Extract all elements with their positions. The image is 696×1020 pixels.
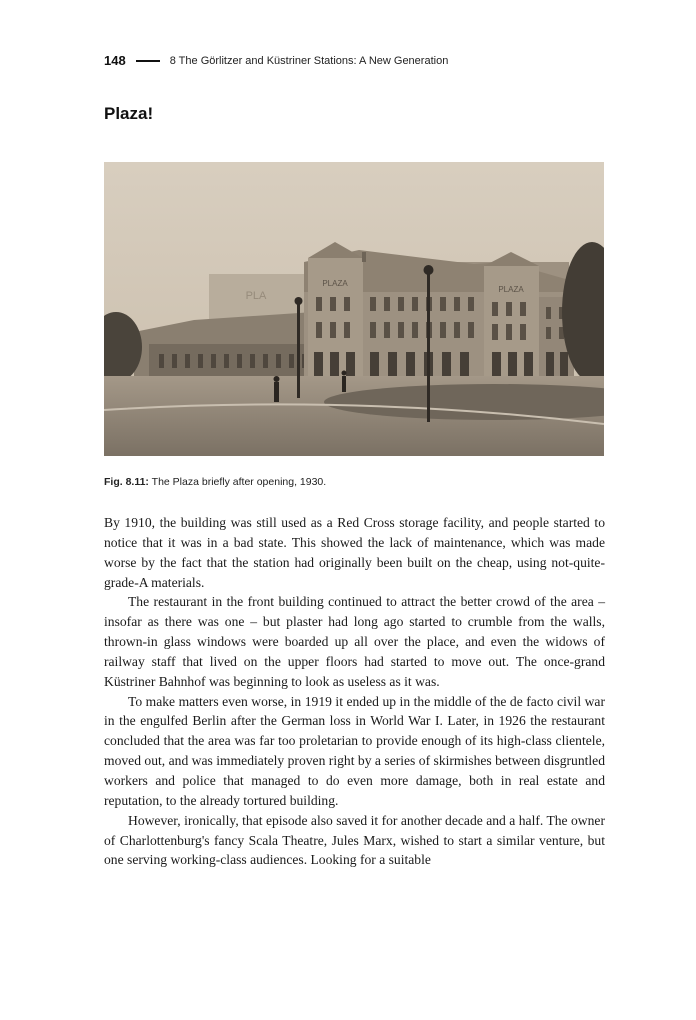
paragraph-1: By 1910, the building was still used as a Red Cross storage facility, and people started to notice that it was in a bad state. This showed the lack of maintenance, which was made worse by the fact that the station had originally been built on the cheap, using not-quite-grade-A materials. <box>104 515 605 590</box>
paragraph-4: However, ironically, that episode also saved it for another decade and a half. The owner of Charlottenburg's fancy Scala Theatre, Jules Marx, wished to start a similar venture, but one serving working-class audiences. Looking for a suitable <box>104 812 605 868</box>
page-number: 148 <box>104 53 126 68</box>
figure-caption <box>104 476 326 488</box>
paragraph-2: The restaurant in the front building continued to attract the better crowd of the area – insofar as there was one – but plaster had long ago started to crumble from the walls, thrown-in glass windows were boarded up all over the place, and even the widows of railway staff that lived on the upper floors had started to move out. The once-grand Küstriner Bahnhof was beginning to look as useless as it was. <box>104 594 605 689</box>
figure-caption-text: The Plaza briefly after opening, 1930. <box>148 476 327 488</box>
running-head <box>104 53 448 68</box>
left-tower-sign: PLAZA <box>322 279 348 288</box>
figure-photo <box>104 162 604 456</box>
warehouse-sign: PLA <box>245 290 267 302</box>
paragraph-3: To make matters even worse, in 1919 it ended up in the middle of the de facto civil war in the engulfed Berlin after the German loss in World War I. Later, in 1926 the restaurant concluded that the area was far too proletarian to provide enough of its high-class clientele, moved out, and was immediately proven right by a series of skirmishes between disgruntled workers and police that managed to do even more damage, both in real estate and reputation, to the already tortured building. <box>104 693 605 808</box>
figure-label: Fig. 8.11: <box>104 476 149 488</box>
header-rule <box>136 60 160 62</box>
body-text <box>104 513 605 870</box>
section-title: Plaza! <box>104 104 154 123</box>
chapter-title: 8 The Görlitzer and Küstriner Stations: A New Generation <box>169 54 449 67</box>
right-tower-sign: PLAZA <box>498 285 524 294</box>
station-photo-illustration <box>104 162 604 456</box>
